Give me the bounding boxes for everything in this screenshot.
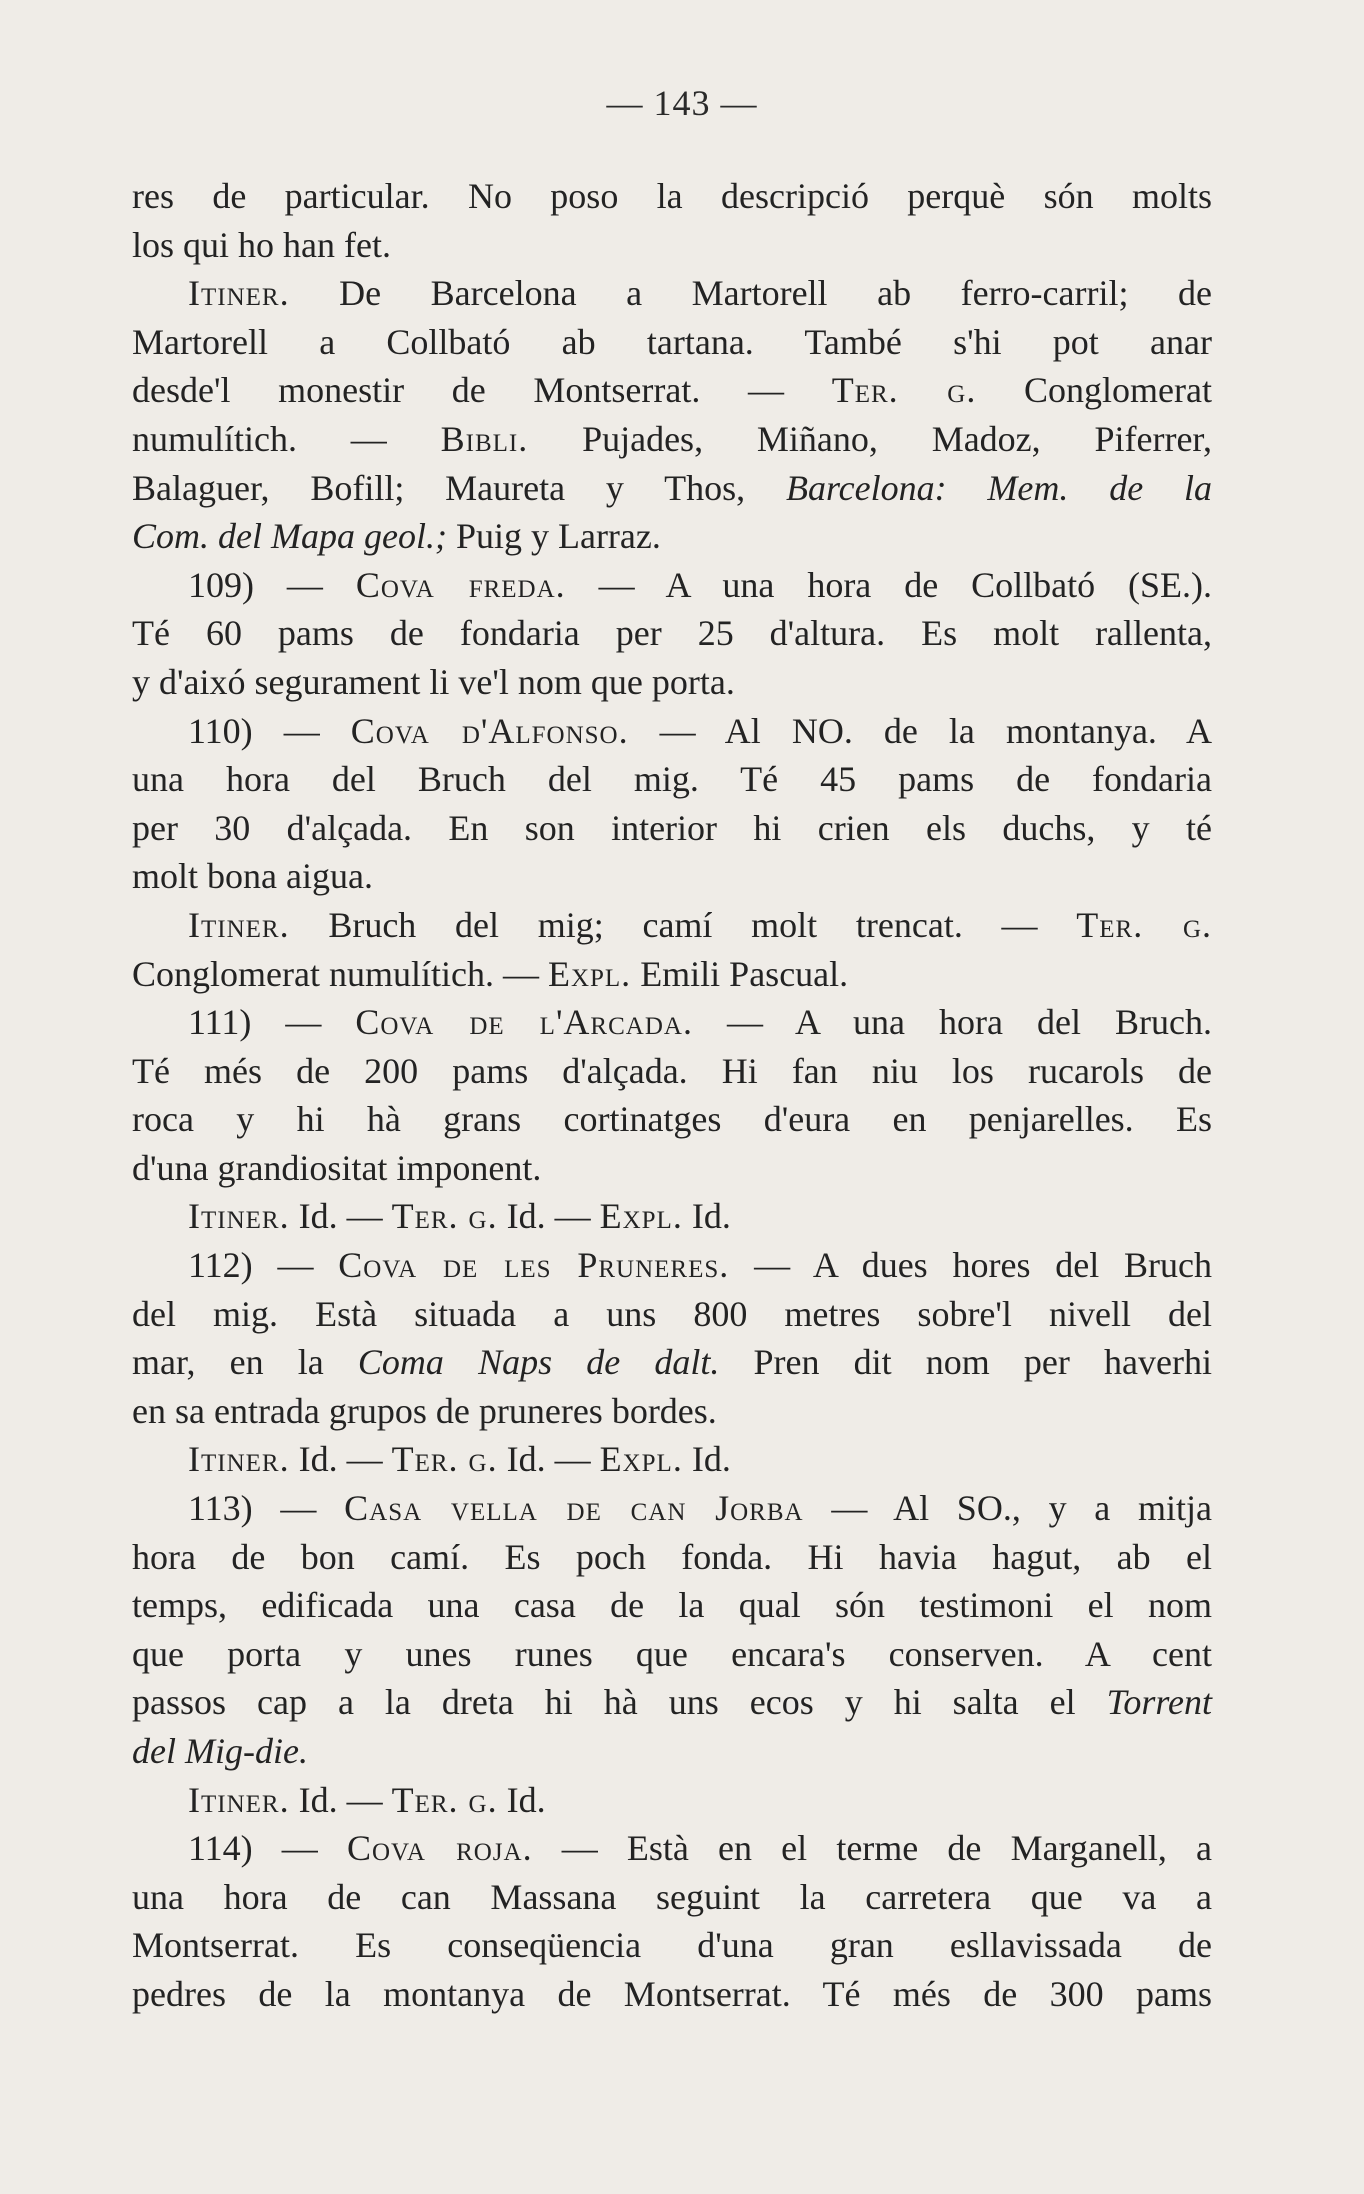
text-segment: y d'aixó segurament li ve'l nom que porta. xyxy=(132,661,735,702)
small-caps-text: Ter. g. xyxy=(391,1439,498,1480)
text-segment: Pujades, Miñano, Madoz, Piferrer, xyxy=(528,418,1212,459)
text-segment: Puig y Larraz. xyxy=(446,516,661,557)
text-line xyxy=(132,366,1212,415)
text-line xyxy=(132,1581,1212,1630)
text-segment: Emili Pascual. xyxy=(631,953,849,994)
text-segment xyxy=(358,1342,719,1382)
small-caps-text: Cova freda. xyxy=(355,564,566,605)
text-segment: 111) — xyxy=(188,1002,356,1043)
text-segment: roca y hi hà grans cortinatges d'eura en penjarelles. Es xyxy=(132,1099,1212,1140)
text-segment: Id. xyxy=(682,1196,731,1237)
text-segment: d'una grandiositat imponent. xyxy=(132,1147,542,1188)
text-segment: per 30 d'alçada. En son interior hi crien els duchs, y té xyxy=(132,807,1212,848)
text-segment xyxy=(786,468,1212,508)
text-line xyxy=(132,1727,1212,1776)
small-caps-text: Cova d'Alfonso. xyxy=(350,710,629,751)
text-segment: 112) — xyxy=(188,1245,339,1286)
small-caps-text: Itiner. xyxy=(188,273,290,314)
text-line xyxy=(132,512,1212,561)
text-line xyxy=(132,658,1212,707)
text-line xyxy=(132,1873,1212,1922)
text-line xyxy=(132,1776,1212,1825)
text-segment: temps, edificada una casa de la qual són testimoni el nom xyxy=(132,1585,1212,1626)
text-segment: Id. — xyxy=(497,1439,600,1480)
text-segment: Conglomerat numulítich. — xyxy=(132,953,548,994)
small-caps-text: Ter. g. xyxy=(1076,904,1212,945)
small-caps-text: Ter. g. xyxy=(831,370,977,411)
text-line xyxy=(132,1533,1212,1582)
text-line xyxy=(132,950,1212,999)
text-segment: Id. — xyxy=(289,1779,392,1820)
small-caps-text: Expl. xyxy=(599,1439,683,1480)
text-segment: — Està en el terme de Marganell, a xyxy=(532,1828,1212,1869)
text-segment: — Al SO., y a mitja xyxy=(803,1488,1212,1529)
italic-text: del Mig-die. xyxy=(132,1731,308,1771)
text-line xyxy=(132,269,1212,318)
small-caps-text: Bibli. xyxy=(440,418,529,459)
text-segment: 110) — xyxy=(188,710,351,751)
text-segment: en sa entrada grupos de pruneres bordes. xyxy=(132,1390,717,1431)
text-segment: 113) — xyxy=(188,1488,345,1529)
text-segment: 114) — xyxy=(188,1828,347,1869)
body-text xyxy=(132,172,1212,2019)
text-line xyxy=(132,1435,1212,1484)
text-segment: del mig. Està situada a uns 800 metres sobre'l nivell del xyxy=(132,1293,1212,1334)
italic-text: Torrent xyxy=(1106,1682,1212,1723)
text-segment: Balaguer, Bofill; Maureta y Thos, xyxy=(132,467,786,508)
text-segment: — A una hora del Bruch. xyxy=(692,1002,1212,1043)
text-segment: Id. — xyxy=(289,1439,392,1480)
text-segment: desde'l monestir de Montserrat. — xyxy=(132,370,832,411)
small-caps-text: Cova de l'Arcada. xyxy=(355,1002,693,1043)
text-line xyxy=(132,1678,1212,1727)
text-segment: que porta y unes runes que encara's conserven. A cent xyxy=(132,1633,1212,1674)
small-caps-text: Expl. xyxy=(547,953,632,994)
small-caps-text: Itiner. xyxy=(188,904,290,945)
small-caps-text: Cova roja. xyxy=(346,1828,533,1869)
text-line xyxy=(132,1970,1212,2019)
text-segment xyxy=(132,1731,308,1771)
italic-text: Barcelona: Mem. de la xyxy=(785,467,1212,508)
text-line xyxy=(132,1290,1212,1339)
text-segment: Montserrat. Es conseqüencia d'una gran esllavissada de xyxy=(132,1925,1212,1966)
text-line xyxy=(132,221,1212,270)
text-segment xyxy=(132,516,447,556)
text-segment: Bruch del mig; camí molt trencat. — xyxy=(289,904,1077,945)
small-caps-text: Cova de les Pruneres. xyxy=(338,1245,730,1286)
text-segment: Id. xyxy=(682,1439,731,1480)
text-segment: Conglomerat xyxy=(976,370,1212,411)
small-caps-text: Expl. xyxy=(599,1196,683,1237)
text-segment: Id. xyxy=(497,1779,546,1820)
text-line xyxy=(132,1387,1212,1436)
text-segment: — A dues hores del Bruch xyxy=(729,1245,1212,1286)
text-segment: Martorell a Collbató ab tartana. També s'hi pot anar xyxy=(132,321,1212,362)
text-line xyxy=(132,1095,1212,1144)
small-caps-text: Itiner. xyxy=(188,1779,290,1820)
text-line xyxy=(132,707,1212,756)
small-caps-text: Ter. g. xyxy=(391,1779,498,1820)
text-line xyxy=(132,415,1212,464)
text-line xyxy=(132,561,1212,610)
text-segment: los qui ho han fet. xyxy=(132,224,391,265)
text-line xyxy=(132,901,1212,950)
text-line xyxy=(132,172,1212,221)
text-segment: Té 60 pams de fondaria per 25 d'altura. Es molt rallenta, xyxy=(132,613,1212,654)
text-segment: Id. — xyxy=(289,1196,392,1237)
italic-text: Coma Naps de dalt. xyxy=(357,1342,720,1383)
small-caps-text: Casa vella de can Jorba xyxy=(344,1488,804,1529)
text-segment: mar, en la xyxy=(132,1342,358,1383)
text-segment: molt bona aigua. xyxy=(132,856,373,897)
text-line xyxy=(132,1630,1212,1679)
text-line xyxy=(132,804,1212,853)
text-line xyxy=(132,1921,1212,1970)
text-segment: una hora del Bruch del mig. Té 45 pams de fondaria xyxy=(132,759,1212,800)
text-segment: una hora de can Massana seguint la carretera que va a xyxy=(132,1876,1212,1917)
text-segment: passos cap a la dreta hi hà uns ecos y hi salta el xyxy=(132,1682,1107,1723)
text-segment: 109) — xyxy=(188,564,356,605)
text-segment: — A una hora de Collbató (SE.). xyxy=(565,564,1212,605)
text-segment: numulítich. — xyxy=(132,418,441,459)
text-segment xyxy=(1107,1682,1212,1722)
text-segment: — Al NO. de la montanya. A xyxy=(628,710,1213,751)
text-segment: res de particular. No poso la descripció perquè són molts xyxy=(132,176,1212,216)
text-line xyxy=(132,1144,1212,1193)
text-line xyxy=(132,464,1212,513)
text-line xyxy=(132,1047,1212,1096)
text-segment: Id. — xyxy=(497,1196,600,1237)
small-caps-text: Ter. g. xyxy=(391,1196,498,1237)
text-segment: De Barcelona a Martorell ab ferro-carril; de xyxy=(289,273,1212,314)
text-line xyxy=(132,755,1212,804)
small-caps-text: Itiner. xyxy=(188,1196,290,1237)
italic-text: Com. del Mapa geol.; xyxy=(132,516,447,557)
text-line xyxy=(132,998,1212,1047)
text-line xyxy=(132,1241,1212,1290)
text-segment: Té més de 200 pams d'alçada. Hi fan niu los rucarols de xyxy=(132,1050,1212,1091)
text-line xyxy=(132,1192,1212,1241)
text-line xyxy=(132,852,1212,901)
text-line xyxy=(132,1484,1212,1533)
text-line xyxy=(132,609,1212,658)
text-segment: hora de bon camí. Es poch fonda. Hi havia hagut, ab el xyxy=(132,1536,1212,1577)
text-line xyxy=(132,1338,1212,1387)
text-line xyxy=(132,318,1212,367)
text-segment: Pren dit nom per haverhi xyxy=(719,1342,1212,1383)
text-line xyxy=(132,1824,1212,1873)
small-caps-text: Itiner. xyxy=(188,1439,290,1480)
page-number: — 143 — xyxy=(606,83,758,123)
text-segment: pedres de la montanya de Montserrat. Té més de 300 pams xyxy=(132,1973,1212,2014)
